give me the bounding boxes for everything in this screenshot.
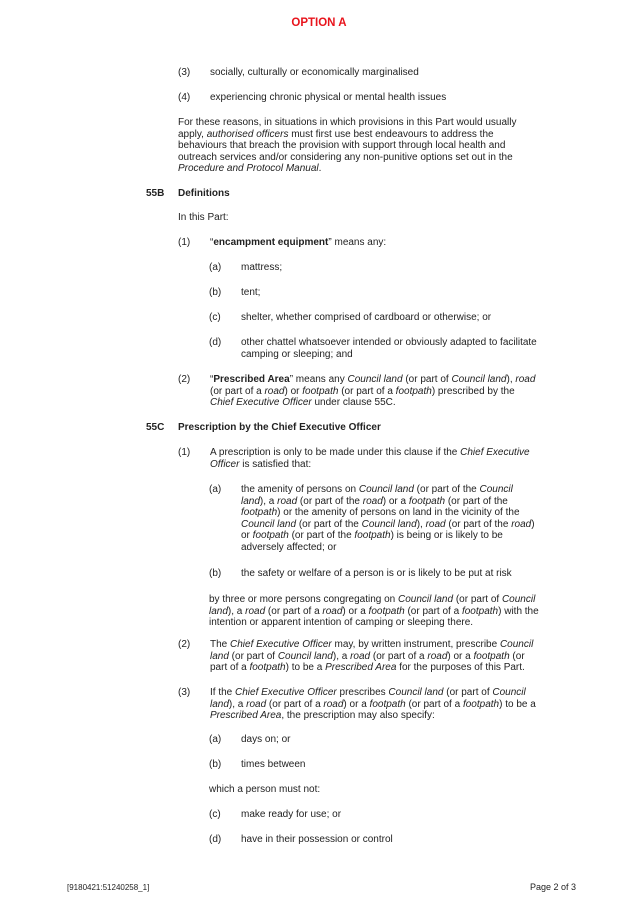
item-text: times between (241, 759, 306, 770)
definition-text: “Prescribed Area” means any Council land (or part of Council land), road (or part of a road) or footpath (or part of a footpath) prescribed by the Chief Executive Officer under clause 55C. (210, 374, 536, 409)
para-line: Procedure and Protocol Manual. (178, 163, 322, 175)
item-text: other chattel whatsoever intended or obviously adapted to facilitate camping or sleeping; and (241, 337, 537, 360)
clause-1-tail: by three or more persons congregating on Council land (or part of Council land), a road (or part of a road) or a footpath (or part of a footpath) with the intention or apparent intention of camping or sleeping there. (209, 594, 539, 629)
item-label: (b) (209, 759, 222, 770)
item-label: (1) (178, 447, 191, 458)
clause-text: If the Chief Executive Officer prescribes Council land (or part of Council land), a road (or part of a road) or a footpath (or part of a footpath) to be a Prescribed Area, the prescription may also specify: (210, 687, 536, 722)
item-label: (b) (209, 287, 222, 298)
clause-text: the safety or welfare of a person is or is likely to be put at risk (241, 568, 512, 579)
item-label: (d) (209, 337, 222, 348)
item-text: make ready for use; or (241, 809, 342, 820)
clause-text: The Chief Executive Officer may, by written instrument, prescribe Council land (or part of Council land), a road (or part of a road) or a footpath (or part of a footpath) to be a Prescribed Area for the purposes of this Part. (210, 639, 534, 674)
section-intro: In this Part: (178, 212, 229, 223)
item-text: mattress; (241, 262, 283, 273)
para-line: For these reasons, in situations in which provisions in this Part would usually (178, 117, 517, 128)
item-label: (c) (209, 809, 221, 820)
section-title: Definitions (178, 188, 230, 199)
clause-text: the amenity of persons on Council land (or part of the Council land), a road (or part of the road) or a footpath (or part of the footpath) or the amenity of persons on land in the vicinity of the Council land (or part of the Council land), road (or part of the road) or footpath (or part of the footpath) is being or is likely to be adversely affected; or (241, 484, 535, 553)
option-title: OPTION A (291, 17, 347, 29)
item-label: (a) (209, 484, 222, 495)
para-line: outreach services and/or considering any non-punitive options set out in the (178, 151, 513, 163)
page-number: Page 2 of 3 (530, 882, 577, 892)
definition-text: “encampment equipment” means any: (210, 237, 387, 248)
intro-paragraph (178, 117, 517, 175)
item-label: (c) (209, 312, 221, 323)
item-label: (3) (178, 687, 191, 698)
item-text: tent; (241, 287, 261, 298)
item-label: (2) (178, 639, 191, 650)
item-label: (d) (209, 834, 222, 845)
item-text: shelter, whether comprised of cardboard or otherwise; or (241, 312, 492, 323)
clause-3-middle: which a person must not: (209, 784, 321, 795)
clause-text: A prescription is only to be made under this clause if the Chief Executive Officer is satisfied that: (210, 447, 530, 470)
item-label: (b) (209, 568, 222, 579)
item-text: days on; or (241, 734, 291, 745)
item-text: have in their possession or control (241, 834, 393, 845)
document-reference: [9180421:51240258_1] (67, 883, 150, 892)
item-text: socially, culturally or economically marginalised (210, 67, 419, 78)
item-label: (a) (209, 262, 222, 273)
item-text: experiencing chronic physical or mental health issues (210, 92, 447, 103)
item-label: (a) (209, 734, 222, 745)
section-number: 55C (146, 422, 165, 433)
item-label: (4) (178, 92, 191, 103)
item-label: (1) (178, 237, 191, 248)
section-title: Prescription by the Chief Executive Officer (178, 422, 381, 433)
item-label: (2) (178, 374, 191, 385)
section-number: 55B (146, 188, 165, 199)
item-label: (3) (178, 67, 191, 78)
para-line: behaviours that breach the provision with support through local health and (178, 140, 506, 152)
para-line: apply, authorised officers must first use best endeavours to address the (178, 128, 494, 140)
